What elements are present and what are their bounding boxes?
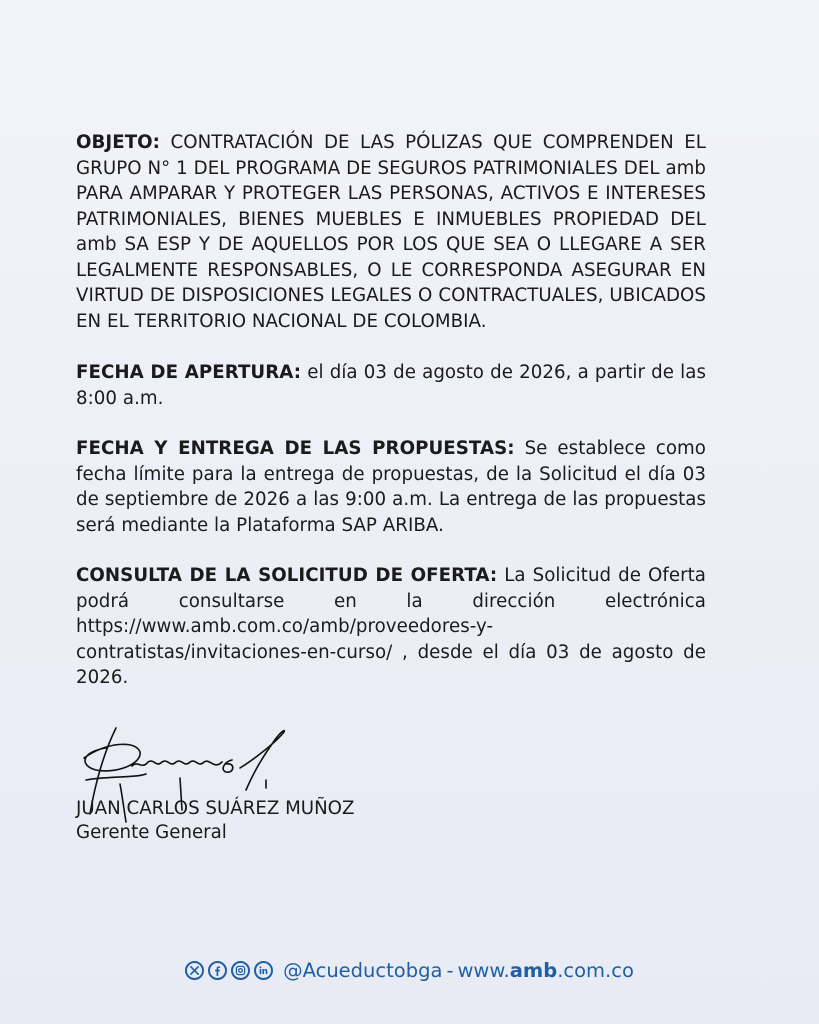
social-icons [185,961,273,980]
x-icon[interactable] [185,961,204,980]
footer [0,955,819,985]
objeto-label: OBJETO: [76,132,161,153]
consulta-label: CONSULTA DE LA SOLICITUD DE OFERTA: [76,565,498,586]
signature-block [72,718,432,848]
signer-name: JUAN CARLOS SUÁREZ MUÑOZ [76,798,355,819]
consulta-paragraph [76,563,706,691]
apertura-label: FECHA DE APERTURA: [76,362,302,383]
footer-web-brand: amb [509,958,558,982]
signer-role: Gerente General [76,822,227,843]
consulta-text-b: , desde el día 03 de agosto de 2026. [76,641,707,688]
objeto-paragraph [76,130,706,334]
footer-separator: - [446,958,454,982]
footer-handle[interactable]: @Acueductobga [283,958,443,982]
objeto-text: CONTRATACIÓN DE LAS PÓLIZAS QUE COMPRENDEN EL GRUPO N° 1 DEL PROGRAMA DE SEGUROS PATRIMONIALES DEL amb PARA AMPARAR Y PROTEGER LAS PERSONAS, ACTIVOS E INTERESES PATRIMONIALES, BIENES MUEBLES E INMUEBLES PROPIEDAD DEL amb SA ESP Y DE AQUELLOS POR LOS QUE SEA O LLEGARE A SER LEGALMENTE RESPONSABLES, O LE CORRESPONDA ASEGURAR EN VIRTUD DE DISPOSICIONES LEGALES O CONTRACTUALES, UBICADOS EN EL TERRITORIO NACIONAL DE COLOMBIA. [76,132,706,332]
consulta-url-a[interactable]: https://www.amb.com.co/amb/proveedores-y- [76,616,494,637]
consulta-text-a: La Solicitud de Oferta podrá consultarse en la dirección electrónica [76,565,706,612]
notice-body [76,130,706,716]
footer-web-suffix: .com.co [557,958,634,982]
entrega-paragraph [76,436,706,538]
apertura-text: el día 03 de agosto de 2026, a partir de las 8:00 a.m. [76,362,706,409]
apertura-paragraph [76,360,706,411]
entrega-text: Se establece como fecha límite para la entrega de propuestas, de la Solicitud el día 03 de septiembre de 2026 a las 9:00 a.m. La entrega de las propuestas será mediante la Plataforma SAP ARIBA. [76,438,706,536]
footer-website[interactable] [457,959,633,982]
footer-web-prefix: www. [457,958,510,982]
entrega-label: FECHA Y ENTREGA DE LAS PROPUESTAS: [76,438,515,459]
instagram-icon[interactable] [231,961,250,980]
facebook-icon[interactable] [208,961,227,980]
consulta-url-b[interactable]: contratistas/invitaciones-en-curso/ [76,641,393,663]
linkedin-icon[interactable] [254,961,273,980]
